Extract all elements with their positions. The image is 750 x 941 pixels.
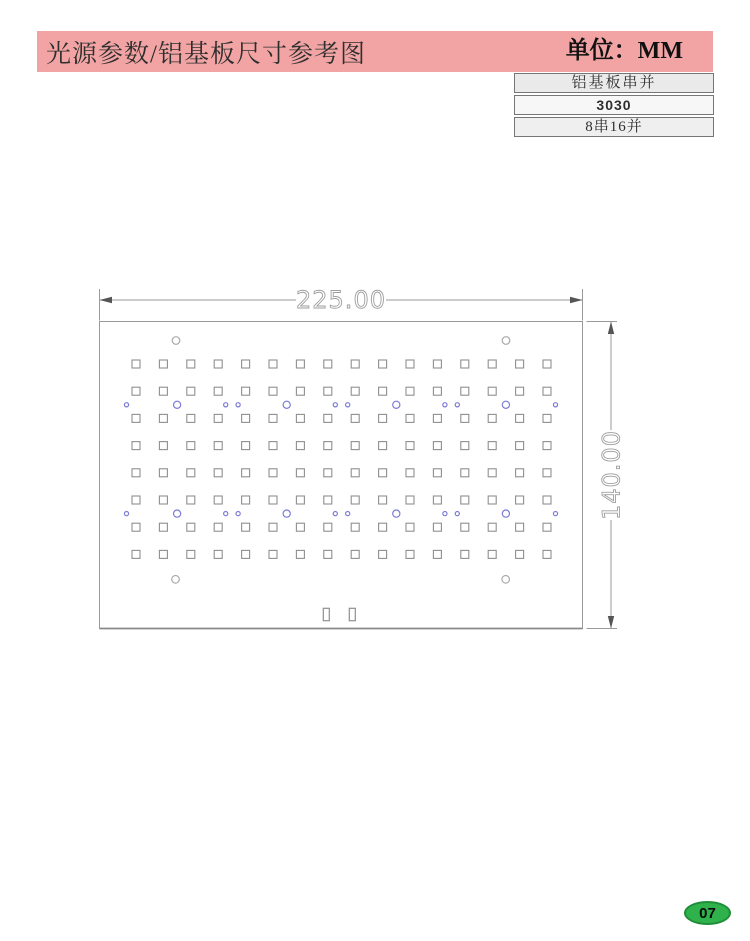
led-pad: [379, 414, 387, 422]
connector-pad: [349, 608, 355, 620]
led-pad: [379, 442, 387, 450]
led-pad: [406, 550, 414, 558]
page-number: 07: [699, 904, 716, 922]
led-pad: [379, 523, 387, 531]
height-dimension-label: 140.00: [597, 430, 626, 520]
dim-arrow-left: [100, 297, 113, 303]
led-pad: [242, 550, 250, 558]
via-circle: [443, 403, 447, 407]
via-circle: [553, 511, 557, 515]
led-pad: [269, 387, 277, 395]
led-pad: [214, 414, 222, 422]
via-circle: [124, 511, 128, 515]
led-pad: [433, 523, 441, 531]
led-pad: [214, 496, 222, 504]
led-pad: [516, 387, 524, 395]
board-outline: [100, 322, 583, 629]
led-pad: [516, 523, 524, 531]
led-pad: [296, 469, 304, 477]
led-pad: [187, 442, 195, 450]
led-pad: [351, 360, 359, 368]
led-pad: [269, 442, 277, 450]
led-pad: [214, 550, 222, 558]
led-pad: [461, 360, 469, 368]
led-pad: [159, 469, 167, 477]
led-pad: [187, 469, 195, 477]
page-title: 光源参数/铝基板尺寸参考图: [46, 40, 366, 68]
via-circle: [455, 511, 459, 515]
spec-row-led-type: 3030: [514, 95, 714, 115]
led-pad: [242, 523, 250, 531]
via-circle: [236, 403, 240, 407]
led-pad: [379, 469, 387, 477]
via-circle: [346, 511, 350, 515]
led-pad: [132, 360, 140, 368]
led-pad: [461, 387, 469, 395]
via-circle: [443, 511, 447, 515]
led-pad: [187, 360, 195, 368]
led-pad: [543, 523, 551, 531]
led-pad: [159, 387, 167, 395]
via-circle: [124, 403, 128, 407]
led-pad: [132, 496, 140, 504]
led-pad: [406, 360, 414, 368]
via-circle-large: [502, 401, 509, 408]
spec-row-circuit: 8串16并: [514, 117, 714, 137]
led-pad: [488, 414, 496, 422]
dim-arrow-right: [570, 297, 583, 303]
led-pad: [351, 442, 359, 450]
via-circle-large: [283, 510, 290, 517]
led-pad: [296, 360, 304, 368]
led-pad: [242, 387, 250, 395]
led-pad: [269, 496, 277, 504]
led-pad: [187, 496, 195, 504]
led-pad: [269, 550, 277, 558]
led-pad: [324, 496, 332, 504]
led-pad: [543, 469, 551, 477]
led-pad: [296, 414, 304, 422]
via-circle: [346, 403, 350, 407]
mounting-hole: [502, 337, 510, 345]
led-pad: [488, 523, 496, 531]
led-pad: [516, 442, 524, 450]
led-pad: [324, 523, 332, 531]
led-pad: [488, 550, 496, 558]
via-circle: [224, 403, 228, 407]
led-pad: [159, 550, 167, 558]
led-pad: [433, 496, 441, 504]
via-circle-large: [174, 401, 181, 408]
led-pad: [132, 387, 140, 395]
led-pad: [488, 496, 496, 504]
led-pad: [242, 442, 250, 450]
via-circle-large: [502, 510, 509, 517]
dim-arrow-bottom: [608, 616, 614, 629]
unit-label: 单位：MM: [565, 38, 683, 64]
via-circle-large: [174, 510, 181, 517]
via-circle: [553, 403, 557, 407]
led-pad: [296, 496, 304, 504]
led-pad: [433, 360, 441, 368]
led-pad: [433, 442, 441, 450]
led-pad: [461, 469, 469, 477]
led-pad: [543, 550, 551, 558]
led-pad: [351, 550, 359, 558]
led-pad: [516, 414, 524, 422]
dim-arrow-top: [608, 322, 614, 335]
mounting-hole: [172, 337, 180, 345]
led-pad: [159, 414, 167, 422]
led-pad: [269, 469, 277, 477]
via-circle: [236, 511, 240, 515]
spec-row-series-parallel: 铝基板串并: [514, 73, 714, 93]
led-pad: [242, 360, 250, 368]
led-pad: [433, 387, 441, 395]
led-pad: [159, 496, 167, 504]
led-pad: [461, 550, 469, 558]
led-pad: [269, 414, 277, 422]
led-pad: [214, 523, 222, 531]
led-pad: [516, 360, 524, 368]
led-pad: [242, 469, 250, 477]
page-number-badge: [684, 901, 731, 925]
led-pad: [433, 550, 441, 558]
led-pad: [214, 469, 222, 477]
led-pad: [379, 387, 387, 395]
led-pad: [242, 496, 250, 504]
led-pad: [488, 360, 496, 368]
led-pad: [324, 387, 332, 395]
led-pad: [488, 387, 496, 395]
led-pad: [187, 550, 195, 558]
led-pad: [296, 550, 304, 558]
led-pad: [406, 414, 414, 422]
led-pad: [296, 387, 304, 395]
connector-pad: [323, 608, 329, 620]
led-pad: [132, 550, 140, 558]
led-pad: [214, 387, 222, 395]
led-pad: [214, 442, 222, 450]
led-pad: [324, 469, 332, 477]
led-pad: [488, 442, 496, 450]
via-circle: [224, 511, 228, 515]
led-pad: [296, 442, 304, 450]
led-pad: [488, 469, 496, 477]
led-pad: [351, 469, 359, 477]
led-pad: [351, 414, 359, 422]
led-pad: [406, 387, 414, 395]
led-pad: [132, 523, 140, 531]
via-circle-large: [283, 401, 290, 408]
led-pad: [516, 496, 524, 504]
led-pad: [214, 360, 222, 368]
led-pad: [461, 442, 469, 450]
via-circle-large: [393, 401, 400, 408]
led-pad: [543, 387, 551, 395]
via-circle-large: [393, 510, 400, 517]
led-pad: [269, 523, 277, 531]
led-pad: [379, 550, 387, 558]
led-pad: [296, 523, 304, 531]
mounting-hole: [172, 576, 180, 584]
led-pad: [543, 360, 551, 368]
led-pad: [516, 469, 524, 477]
led-pad: [461, 414, 469, 422]
led-pad: [461, 496, 469, 504]
led-pad: [324, 414, 332, 422]
led-pad: [406, 442, 414, 450]
mounting-hole: [502, 576, 510, 584]
via-circle: [333, 403, 337, 407]
led-pad: [379, 360, 387, 368]
led-pad: [406, 523, 414, 531]
led-pad: [406, 469, 414, 477]
led-pad: [433, 414, 441, 422]
led-pad: [351, 523, 359, 531]
led-pad: [351, 496, 359, 504]
led-pad: [543, 496, 551, 504]
led-pad: [324, 550, 332, 558]
width-dimension-label: 225.00: [296, 286, 386, 314]
led-pad: [242, 414, 250, 422]
led-pad: [324, 360, 332, 368]
led-pad: [269, 360, 277, 368]
led-pad: [159, 523, 167, 531]
led-pad: [461, 523, 469, 531]
led-pad: [406, 496, 414, 504]
led-pad: [159, 442, 167, 450]
via-circle: [455, 403, 459, 407]
via-circle: [333, 511, 337, 515]
led-pad: [132, 442, 140, 450]
led-pad: [324, 442, 332, 450]
led-pad: [187, 387, 195, 395]
led-pad: [187, 523, 195, 531]
led-pad: [543, 442, 551, 450]
led-pad: [132, 469, 140, 477]
led-pad: [543, 414, 551, 422]
led-pad: [516, 550, 524, 558]
led-pad: [187, 414, 195, 422]
led-pad: [433, 469, 441, 477]
led-pad: [132, 414, 140, 422]
led-pad: [379, 496, 387, 504]
led-pad: [351, 387, 359, 395]
led-pad: [159, 360, 167, 368]
